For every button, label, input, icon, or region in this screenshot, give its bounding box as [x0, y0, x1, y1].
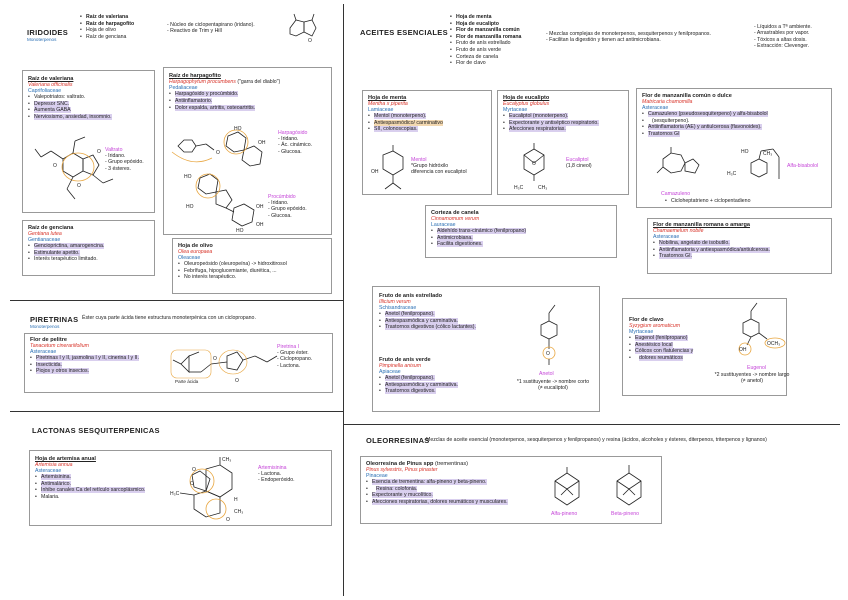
- svg-text:O: O: [546, 351, 550, 357]
- highlighted-text: Afecciones respiratorias.: [509, 126, 566, 133]
- box-title: Raíz de harpagofito: [169, 73, 221, 79]
- highlighted-text: Expectorante y mucolítico.: [372, 492, 433, 499]
- list-item: • Raíz de genciana: [80, 34, 134, 41]
- molecule-name: Harpagósido: [278, 130, 308, 136]
- svg-text:O: O: [213, 356, 217, 362]
- highlighted-text: Artemisinina.: [41, 474, 71, 480]
- highlighted-text: Aumenta GABA: [34, 107, 71, 114]
- box-title: Fruto de anís estrellado: [379, 293, 443, 299]
- svg-text:H₃C: H₃C: [170, 491, 180, 497]
- highlighted-text: SII, colonoscopias.: [374, 126, 418, 133]
- molecule-name: Eugenol: [747, 365, 767, 371]
- svg-text:OCH₃: OCH₃: [767, 341, 781, 347]
- svg-text:CH₃: CH₃: [763, 151, 773, 157]
- highlighted-text: Nerviosismo, ansiedad, insomnio.: [34, 113, 112, 120]
- list-item: [169, 91, 280, 98]
- family-name: Asteraceae: [30, 349, 57, 355]
- list-item: • Cicloheptatrieno + ciclopentadieno: [665, 198, 750, 205]
- svg-text:HO: HO: [236, 228, 244, 234]
- molecule-note: - Glucosa.: [278, 148, 302, 155]
- highlighted-text: Eucaliptol (monoterpeno).: [509, 113, 569, 119]
- list-item: • Flor de manzanilla romana: [450, 34, 521, 41]
- list-item: • Hoja de eucalipto: [450, 21, 521, 28]
- left-divider-2: [10, 411, 343, 412]
- section-sub-piretrinas: Monoterpenos: [30, 324, 60, 329]
- list-item: [503, 120, 599, 127]
- latin-name: Artemisia annua: [35, 462, 73, 468]
- highlighted-text: dolores reumáticos: [639, 354, 683, 361]
- box-title: Hoja de olivo: [178, 243, 213, 249]
- svg-text:CH₃: CH₃: [234, 509, 244, 515]
- highlighted-text: Trastornos GI.: [659, 253, 692, 260]
- iridane-structure: [282, 10, 322, 50]
- svg-text:O: O: [53, 163, 57, 169]
- svg-text:OH: OH: [371, 169, 379, 175]
- list-item: [368, 120, 443, 127]
- bisabolol-structure: [727, 145, 787, 189]
- molecule-name: Alfa-bisabolol: [787, 163, 819, 169]
- item-list: [368, 113, 443, 133]
- latin-name: Pimpinella anisum: [379, 363, 422, 369]
- list-item: • Oleuropeósido (oleuropeína) -> hidroxitirosol: [178, 261, 287, 268]
- svg-text:HO: HO: [741, 149, 749, 155]
- item-list: [431, 228, 526, 248]
- note-line: - Reactivo de Trim y Hill: [167, 28, 222, 35]
- molecule-name: Beta-pineno: [611, 511, 639, 517]
- list-item: [379, 375, 458, 382]
- latin-name: Harpagophytum procumbens: [169, 79, 236, 85]
- highlighted-text: Antimicrobiana.: [437, 234, 473, 241]
- list-item: • Valepotriatos: valtrato.: [28, 94, 112, 101]
- section-title-piretrinas: PIRETRINAS: [30, 315, 79, 324]
- note-line: *2 sustituyentes -> nombre largo: [714, 372, 790, 378]
- latin-name: Tanacetum cinerariifolium: [30, 343, 89, 349]
- note-line: (≠ eucaliptol): [538, 385, 568, 392]
- highlighted-text: Facilita digestiones.: [437, 241, 483, 248]
- list-item: [629, 335, 693, 342]
- molecule-note: - 3 ésteres.: [105, 165, 131, 172]
- box-title: Hoja de menta: [368, 95, 407, 101]
- family-name: Asteraceae: [653, 234, 680, 240]
- piretrinas-desc: Éster cuya parte ácida tiene estructura monoterpénica con un ciclopropano.: [82, 315, 256, 321]
- list-item: [629, 355, 693, 362]
- list-item: • Fruto de anís verde: [450, 47, 521, 54]
- latin-name: Eucalyptus globulus: [503, 101, 550, 107]
- box-title: Hoja de eucalipto: [503, 95, 550, 101]
- molecule-name: Eucaliptol: [566, 157, 589, 163]
- highlighted-text: Resina: colofonia.: [376, 485, 418, 492]
- molecule-name: Artemisinina: [258, 465, 287, 471]
- molecule-note: - Iridano.: [105, 153, 126, 159]
- box-title: Fruto de anís verde: [379, 357, 431, 363]
- box-harpagofito: [163, 67, 332, 235]
- box-title-extra: (trementinas): [433, 461, 468, 467]
- box-eucalipto: [497, 90, 629, 195]
- molecule-note: - Iridano.: [278, 136, 299, 142]
- list-item: [366, 486, 508, 493]
- highlighted-text: Antiinflamatoria (AE) y antiulcerosa (flavonoides).: [648, 124, 762, 131]
- highlighted-text: Mentol (monoterpeno).: [374, 113, 427, 119]
- list-item: [431, 235, 526, 242]
- list-item: [379, 311, 476, 318]
- latin-name: Illicium verum: [379, 299, 411, 305]
- svg-text:O: O: [308, 38, 312, 44]
- svg-text:O: O: [77, 183, 81, 189]
- molecule-name: Piretrina I: [277, 344, 300, 350]
- item-list: [642, 111, 768, 137]
- list-item: • (sesquiterpeno).: [642, 118, 768, 125]
- eugenol-structure: [735, 303, 783, 363]
- list-item: [28, 107, 112, 114]
- note-line: *1 sustituyente -> nombre corto: [516, 379, 590, 385]
- item-list: [379, 311, 476, 331]
- latin-name: Pinus sylvestris, Pinus pinaster: [366, 467, 438, 473]
- list-item: [629, 348, 693, 355]
- molecule-note: - Glucosa.: [268, 212, 292, 219]
- family-name: Oleaceae: [178, 255, 201, 261]
- list-item: [28, 101, 112, 108]
- list-item: • Fruto de anís estrellado: [450, 40, 521, 47]
- highlighted-text: Piretrinas I y II, jasmolina I y II, cinerina I y II.: [36, 355, 139, 361]
- list-item: [379, 388, 458, 395]
- molecule-note: - Ciclopropano.: [277, 356, 313, 363]
- list-item: • Flor de clavo: [450, 60, 521, 67]
- molecule-note: *Grupo hidróxilo: [411, 163, 449, 169]
- artemisinina-structure: [170, 455, 260, 525]
- molecule-name: Camazuleno: [661, 191, 691, 197]
- list-item: [169, 98, 280, 105]
- family-name: Lamiaceae: [368, 107, 394, 113]
- note-line: - Mezclas complejas de monoterpenos, sesquiterpenos y fenilpropanos.: [546, 31, 711, 37]
- latin-name: Syzygium aromaticum: [629, 323, 681, 329]
- box-menta: [362, 90, 492, 195]
- molecule-name: Alfa-pineno: [551, 511, 578, 517]
- procumbido-structure: [178, 168, 278, 232]
- family-name: Myrtaceae: [629, 329, 654, 335]
- list-item: [629, 342, 693, 349]
- section-title-iridoides: IRIDOIDES: [27, 28, 69, 37]
- box-pino: [360, 456, 662, 524]
- list-item: [642, 124, 768, 131]
- list-item: [28, 243, 104, 250]
- highlighted-text: Cólicos con flatulencias y: [635, 348, 694, 355]
- aceites-props: [754, 24, 812, 50]
- box-title: Flor de manzanilla romana o amarga: [653, 222, 750, 228]
- item-list: [178, 261, 287, 281]
- latin-extra: ("garra del diablo"): [235, 79, 281, 85]
- molecule-name: Valtrato: [105, 147, 123, 153]
- item-list: [503, 113, 599, 133]
- highlighted-text: Trastornos digestivos (cólico lactantes).: [385, 324, 476, 331]
- highlighted-text: Aldehído trans-cinámico (fenilpropano): [437, 228, 527, 234]
- highlighted-text: Antiespasmódico/ carminativo: [374, 119, 443, 126]
- latin-name: Chamaemelum nobile: [653, 228, 704, 234]
- item-list: [366, 479, 508, 505]
- list-item: [653, 240, 770, 247]
- note-line: (≠ anetol): [741, 378, 763, 385]
- highlighted-text: Antiespasmódica y carminativa.: [385, 317, 458, 324]
- svg-text:CH₃: CH₃: [538, 185, 548, 191]
- item-list: [169, 91, 280, 111]
- item-list: [30, 355, 139, 375]
- list-item: [30, 355, 139, 362]
- piretrinas-header: [30, 315, 78, 329]
- list-item: • Hoja de menta: [450, 14, 521, 21]
- molecule-note: - Lactona.: [277, 362, 301, 369]
- box-title: Corteza de canela: [431, 210, 479, 216]
- list-item: [30, 368, 139, 375]
- box-anis: [372, 286, 600, 412]
- list-item: [503, 113, 599, 120]
- camazuleno-structure: [655, 149, 705, 183]
- list-item: [35, 481, 145, 488]
- family-name: Asteraceae: [35, 468, 62, 474]
- family-name: Pinaceae: [366, 473, 388, 479]
- svg-text:O: O: [216, 150, 220, 156]
- molecule-note: [709, 372, 795, 385]
- highlighted-text: Trastornos GI: [648, 130, 680, 137]
- highlighted-text: Antiinflamatoria y antiespasmódica/antiulcerosa.: [659, 246, 771, 253]
- svg-text:O: O: [226, 517, 230, 523]
- svg-text:O: O: [532, 161, 536, 167]
- list-item: [431, 241, 526, 248]
- molecule-note: [503, 379, 603, 392]
- list-item: [653, 247, 770, 254]
- svg-text:OH: OH: [256, 204, 264, 210]
- list-item: [366, 499, 508, 506]
- list-item: [431, 228, 526, 235]
- note-line: - Núcleo de ciclopentapirano (iridano).: [167, 22, 255, 28]
- right-divider: [344, 424, 840, 425]
- list-item: • Corteza de canela: [450, 54, 521, 61]
- note-line: - Extracción: Clevenger.: [754, 43, 810, 50]
- note-line: - Facilitan la digestión y tienen act antimicrobiana.: [546, 37, 661, 44]
- svg-text:CH₃: CH₃: [222, 457, 232, 463]
- section-title-lactonas: LACTONAS SESQUITERPENICAS: [32, 426, 160, 435]
- list-item: • Interés terapéutico limitado.: [28, 256, 104, 263]
- alfa-pineno-structure: [547, 467, 587, 509]
- highlighted-text: Gencioprictina, amarogencina.: [34, 243, 105, 249]
- note-line: - Líquidos a Tª ambiente.: [754, 24, 812, 30]
- box-valeriana: [22, 70, 155, 213]
- list-item: • Malaria.: [35, 494, 145, 501]
- section-sub-iridoides: Monoterpenos: [27, 37, 57, 42]
- svg-text:HO: HO: [186, 204, 194, 210]
- family-name: Schisandraceae: [379, 305, 417, 311]
- list-item: [28, 114, 112, 121]
- list-item: • Raíz de valeriana: [80, 14, 134, 21]
- list-item: • Flor de manzanilla común: [450, 27, 521, 34]
- box-manzanilla-comun: [636, 88, 832, 208]
- iridoides-header: [27, 28, 68, 42]
- oleorresinas-desc: Mezclas de aceite esencial (monoterpenos, sesquiterpenos y fenilpropanos) y resina (ácidos, alcoholes y ésteres, diterpenos, triterpenos y lignanos): [426, 437, 767, 443]
- svg-text:HO: HO: [234, 126, 242, 132]
- latin-name: Matricaria chamomilla: [642, 99, 693, 105]
- highlighted-text: Trastornos digestivos.: [385, 388, 436, 395]
- svg-text:OH: OH: [739, 347, 747, 353]
- molecule-note: - Iridano.: [268, 200, 289, 206]
- svg-text:OH: OH: [258, 140, 266, 146]
- svg-text:O: O: [97, 149, 101, 155]
- list-item: [379, 324, 476, 331]
- molecule-note: - Endoperóxido.: [258, 477, 295, 484]
- box-olivo: [172, 238, 332, 294]
- highlighted-text: Antiespasmódica y carminativa.: [385, 381, 458, 388]
- item-list: [35, 474, 145, 500]
- acid-part-label: Parte ácida: [175, 379, 199, 384]
- note-line: - Arrastrables por vapor.: [754, 30, 810, 37]
- highlighted-text: Nobilina, angelato de isobutilo.: [659, 240, 730, 246]
- list-item: [28, 250, 104, 257]
- beta-pineno-structure: [609, 467, 649, 509]
- family-name: Pedaliaceae: [169, 85, 198, 92]
- box-title: Hoja de artemisa anual: [35, 456, 96, 462]
- family-name: Myrtaceae: [503, 107, 528, 113]
- molecule-name: Procúmbido: [268, 194, 296, 200]
- list-item: [379, 382, 458, 389]
- molecule-note: (1,8 cineol): [566, 163, 592, 169]
- latin-name: Mentha x piperita: [368, 101, 408, 107]
- list-item: [368, 113, 443, 120]
- list-item: • Febrífuga, hipoglucemiante, diurética, ...: [178, 268, 287, 275]
- highlighted-text: Dolor espalda, artritis, osteoartritis.: [175, 104, 256, 111]
- highlighted-text: Esencia de trementina: alfa-pineno y beta-pineno.: [372, 479, 487, 485]
- box-manzanilla-romana: [647, 218, 832, 274]
- list-item: [503, 126, 599, 133]
- iridoides-list: [80, 14, 134, 40]
- eucaliptol-structure: [512, 143, 556, 191]
- box-title: Flor de pelitre: [30, 337, 67, 343]
- family-name: Lauraceae: [431, 222, 456, 228]
- svg-text:H₃C: H₃C: [727, 171, 737, 177]
- highlighted-text: Camazuleno (pseudosesquiterpeno) y alfa-bisabolol: [648, 111, 768, 117]
- list-item: [35, 474, 145, 481]
- svg-text:O: O: [192, 467, 196, 473]
- list-item: [30, 362, 139, 369]
- list-item: [642, 131, 768, 138]
- note-line: - Tóxicos a altas dosis.: [754, 36, 807, 43]
- box-clavo: [622, 298, 790, 396]
- list-item: [642, 111, 768, 118]
- highlighted-text: Depresor SNC.: [34, 100, 70, 107]
- box-title: Flor de clavo: [629, 317, 664, 323]
- molecule-name: Mentol: [411, 157, 427, 163]
- box-title: Oleorresina de Pinus spp: [366, 461, 434, 467]
- molecule-name: Anetol: [539, 371, 554, 377]
- highlighted-text: Estimulante apetito.: [34, 249, 80, 256]
- list-item: [653, 253, 770, 260]
- svg-text:OH: OH: [256, 222, 264, 228]
- highlighted-text: Afecciones respiratorias, dolores reumáticos y musculares.: [372, 498, 508, 505]
- aceites-notes: [546, 31, 711, 44]
- list-item: • Hoja de olivo: [80, 27, 134, 34]
- item-list: [379, 375, 458, 395]
- highlighted-text: Anetol (fenilpropano).: [385, 311, 435, 317]
- section-title-aceites: ACEITES ESENCIALES: [360, 28, 448, 37]
- svg-text:O: O: [235, 378, 239, 384]
- highlighted-text: Insecticida.: [36, 361, 62, 368]
- latin-name: Olea europaea: [178, 249, 213, 255]
- highlighted-text: Inhibe canales Ca del retículo sarcoplásmico.: [41, 487, 146, 494]
- item-list: [665, 198, 750, 205]
- family-name: Asteraceae: [642, 105, 669, 111]
- highlighted-text: Harpagósido y procúmbido.: [175, 91, 239, 98]
- list-item: • No interés terapéutico.: [178, 274, 287, 281]
- item-list: [28, 243, 104, 263]
- box-genciana: [22, 220, 155, 276]
- highlighted-text: Expectorante y antiséptico respiratorio.: [509, 119, 599, 126]
- molecule-note: - Grupo epóxido.: [268, 206, 307, 213]
- box-title: Raíz de genciana: [28, 225, 74, 231]
- latin-name: Valeriana officinalis: [28, 82, 73, 88]
- box-canela: [425, 205, 617, 258]
- family-name: Gentianaceae: [28, 237, 61, 243]
- list-item: [379, 318, 476, 325]
- list-item: • Raíz de harpagofito: [80, 21, 134, 28]
- aceites-list: [450, 14, 521, 67]
- highlighted-text: Antimalárico.: [41, 480, 71, 487]
- latin-name: Gentiana lutea: [28, 231, 62, 237]
- vertical-divider: [343, 4, 344, 596]
- item-list: [629, 335, 693, 361]
- list-item: [366, 492, 508, 499]
- left-divider-1: [10, 300, 343, 301]
- molecule-note: diferencia con eucaliptol: [411, 169, 467, 176]
- svg-text:HO: HO: [184, 174, 192, 180]
- item-list: [653, 240, 770, 260]
- svg-text:H₃C: H₃C: [514, 185, 524, 191]
- svg-text:H: H: [234, 497, 238, 503]
- mentol-structure: [371, 147, 411, 193]
- box-artemisa: [29, 450, 332, 526]
- highlighted-text: Anestésico local: [635, 341, 673, 348]
- highlighted-text: Eugenol (fenilpropano): [635, 335, 688, 341]
- molecule-note: - Ác. cinámico.: [278, 142, 313, 149]
- iridoides-notes: [167, 22, 255, 35]
- box-pelitre: [24, 333, 333, 393]
- box-title: Flor de manzanilla común o dulce: [642, 93, 732, 99]
- highlighted-text: Piojos y otros insectos.: [36, 368, 90, 375]
- molecule-note: - Grupo epóxido.: [105, 159, 144, 166]
- list-item: [169, 105, 280, 112]
- box-title: Raíz de valeriana: [28, 76, 74, 82]
- anetol-structure: [533, 305, 563, 369]
- list-item: [368, 126, 443, 133]
- svg-text:O: O: [190, 481, 194, 487]
- harpagosido-structure: [172, 122, 272, 172]
- list-item: [366, 479, 508, 486]
- molecule-note: - Lactona.: [258, 471, 282, 477]
- latin-name: Cinnamomum verum: [431, 216, 480, 222]
- section-title-oleorresinas: OLEORRESINAS: [366, 436, 430, 445]
- molecule-note: - Grupo éster.: [277, 350, 309, 356]
- family-name: Apiaceae: [379, 369, 401, 375]
- item-list: [28, 94, 112, 120]
- highlighted-text: Anetol (fenilpropano).: [385, 375, 435, 381]
- highlighted-text: Antiinflamatorio.: [175, 98, 213, 104]
- family-name: Caprifoliaceae: [28, 88, 62, 94]
- list-item: [35, 487, 145, 494]
